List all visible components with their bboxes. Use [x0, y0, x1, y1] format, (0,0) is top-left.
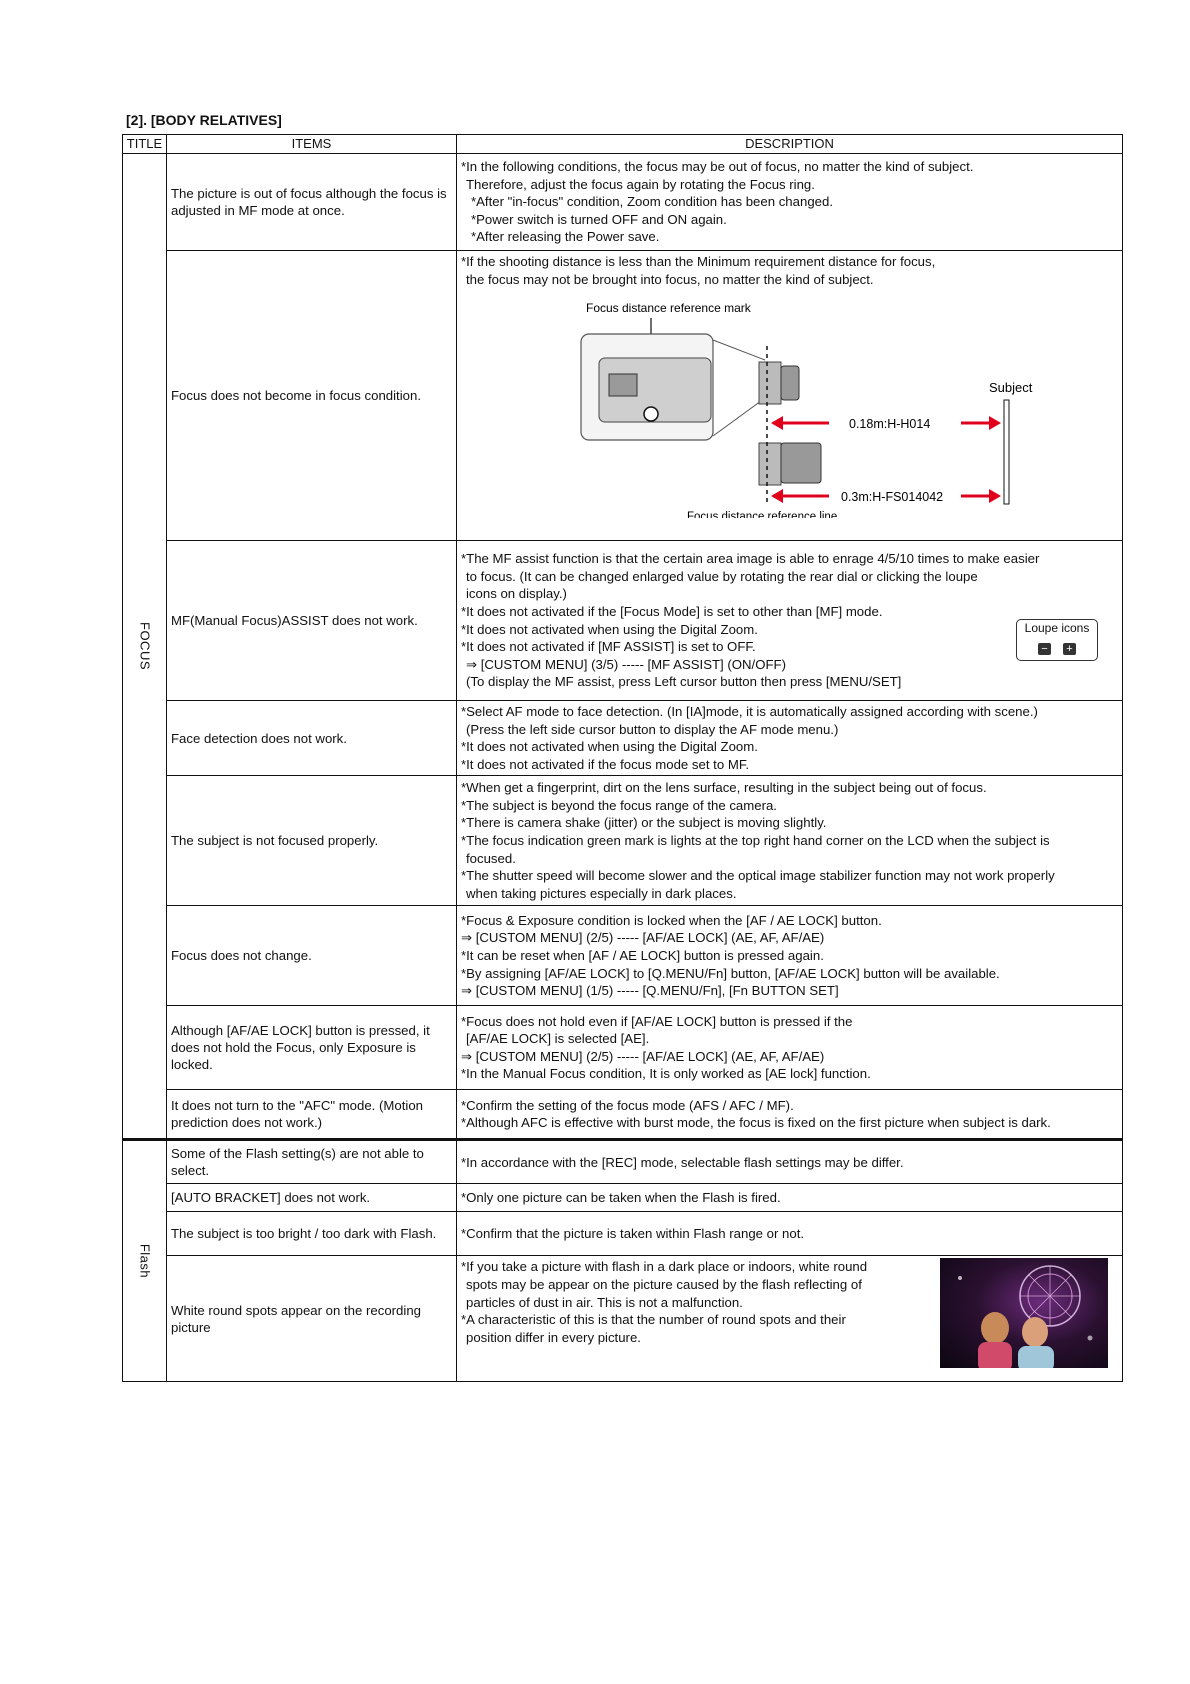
mark-label: Focus distance reference mark [586, 301, 751, 316]
desc-line: *It does not activated if the focus mode set to MF. [461, 756, 750, 772]
dust-spot [958, 1276, 962, 1280]
camera-top-body [759, 362, 781, 404]
item-cell: Focus does not become in focus condition. [167, 251, 457, 541]
desc-line: *It does not activated when using the Digital Zoom. [461, 739, 758, 755]
desc-cell [457, 1006, 1123, 1090]
desc-line: [AF/AE LOCK] is selected [AE]. [466, 1031, 650, 1047]
desc-cell [457, 154, 1123, 251]
item-cell: Focus does not change. [167, 906, 457, 1006]
troubleshooting-table [122, 134, 1123, 1382]
person-left-body [978, 1342, 1012, 1368]
distance-label-1: 0.18m:H-H014 [849, 417, 931, 432]
desc-cell [457, 906, 1123, 1006]
desc-line: *The focus indication green mark is lights at the top right hand corner on the LCD when the subject is [461, 833, 1050, 849]
desc-line: *Confirm that the picture is taken within Flash range or not. [461, 1226, 805, 1242]
lens-long [781, 443, 821, 483]
desc-line: Therefore, adjust the focus again by rotating the Focus ring. [466, 176, 815, 192]
loupe-icons-box [1016, 619, 1098, 661]
table-row [123, 1212, 1123, 1256]
desc-line: *The MF assist function is that the certain area image is able to enrage 4/5/10 times to make easier [461, 551, 1040, 567]
table-row [123, 906, 1123, 1006]
desc-cell [457, 1184, 1123, 1212]
photo-svg [940, 1258, 1108, 1368]
desc-line: *It can be reset when [AF / AE LOCK] button is pressed again. [461, 948, 824, 964]
table-row [123, 701, 1123, 776]
callout-line-1 [713, 340, 765, 360]
desc-cell [457, 776, 1123, 906]
desc-cell [457, 701, 1123, 776]
desc-line: ⇒ [CUSTOM MENU] (3/5) ----- [MF ASSIST] (ON/OFF) [466, 656, 786, 672]
item-cell: White round spots appear on the recording picture [167, 1256, 457, 1382]
group-label-focus: FOCUS [137, 622, 152, 671]
group-label-flash: Flash [137, 1244, 152, 1279]
desc-line: *It does not activated if [MF ASSIST] is set to OFF. [461, 639, 756, 655]
desc-line: *The subject is beyond the focus range of the camera. [461, 797, 777, 813]
header-row [123, 135, 1123, 154]
loupe-label: Loupe icons [1024, 621, 1090, 635]
table-row [123, 1090, 1123, 1140]
desc-line: *If the shooting distance is less than the Minimum requirement distance for focus, [461, 254, 936, 269]
arrowhead-right-2 [989, 489, 1001, 503]
desc-line: *It does not activated if the [Focus Mode] is set to other than [MF] mode. [461, 603, 883, 619]
group-focus [123, 154, 167, 1140]
item-cell: MF(Manual Focus)ASSIST does not work. [167, 541, 457, 701]
focus-diagram-svg [461, 288, 1101, 518]
section-title: [2]. [BODY RELATIVES] [126, 112, 282, 128]
flash-sample-photo [940, 1258, 1108, 1368]
desc-line: to focus. (It can be changed enlarged value by rotating the rear dial or clicking the loupe [466, 568, 978, 584]
desc-cell [457, 251, 1123, 541]
desc-cell [457, 1140, 1123, 1184]
group-flash [123, 1140, 167, 1382]
table-row [123, 1140, 1123, 1184]
desc-cell [457, 1212, 1123, 1256]
desc-line: *Power switch is turned OFF and ON again. [471, 211, 727, 227]
table-row [123, 776, 1123, 906]
item-cell: The subject is not focused properly. [167, 776, 457, 906]
desc-cell [457, 1090, 1123, 1140]
zoom-in-icon: + [1063, 643, 1076, 655]
desc-line: focused. [466, 850, 516, 866]
desc-line: *In accordance with the [REC] mode, selectable flash settings may be differ. [461, 1154, 904, 1170]
table-row [123, 1006, 1123, 1090]
item-cell: The picture is out of focus although the focus is adjusted in MF mode at once. [167, 154, 457, 251]
desc-line: *It does not activated when using the Digital Zoom. [461, 621, 758, 637]
table-row [123, 154, 1123, 251]
person-right-face [1022, 1317, 1048, 1347]
desc-line: *If you take a picture with flash in a dark place or indoors, white round [461, 1259, 868, 1275]
distance-label-2: 0.3m:H-FS014042 [841, 490, 944, 505]
item-cell: It does not turn to the "AFC" mode. (Motion prediction does not work.) [167, 1090, 457, 1140]
subject-bar [1004, 400, 1009, 504]
desc-line: (Press the left side cursor button to display the AF mode menu.) [466, 721, 839, 737]
desc-line: spots may be appear on the picture caused by the flash reflecting of [466, 1276, 862, 1292]
desc-line: *Focus does not hold even if [AF/AE LOCK] button is pressed if the [461, 1013, 853, 1029]
desc-line: ⇒ [CUSTOM MENU] (1/5) ----- [Q.MENU/Fn], [Fn BUTTON SET] [461, 983, 839, 999]
desc-line: the focus may not be brought into focus, no matter the kind of subject. [466, 271, 874, 287]
person-right-body [1018, 1346, 1054, 1368]
desc-line: *In the Manual Focus condition, It is only worked as [AE lock] function. [461, 1066, 871, 1082]
desc-line: *Select AF mode to face detection. (In [IA]mode, it is automatically assigned according with scene.) [461, 704, 1038, 719]
table-row [123, 1256, 1123, 1382]
header-title: TITLE [123, 135, 167, 154]
focus-mark-circle [644, 407, 658, 421]
lens-short [781, 366, 799, 400]
desc-line: *Although AFC is effective with burst mode, the focus is fixed on the first picture when subject is dark. [461, 1115, 1051, 1131]
camera-grip [609, 374, 637, 396]
desc-line: *There is camera shake (jitter) or the subject is moving slightly. [461, 815, 827, 831]
desc-line: *In the following conditions, the focus may be out of focus, no matter the kind of subject. [461, 159, 974, 175]
arrowhead-left-2 [771, 489, 783, 503]
desc-line: ⇒ [CUSTOM MENU] (2/5) ----- [AF/AE LOCK] (AE, AF, AF/AE) [461, 930, 825, 946]
item-cell: Face detection does not work. [167, 701, 457, 776]
item-cell: The subject is too bright / too dark with Flash. [167, 1212, 457, 1256]
desc-line: when taking pictures especially in dark places. [466, 885, 737, 901]
arrowhead-right-1 [989, 416, 1001, 430]
dust-spot [1088, 1336, 1093, 1341]
desc-line: ⇒ [CUSTOM MENU] (2/5) ----- [AF/AE LOCK] (AE, AF, AF/AE) [461, 1048, 825, 1064]
arrowhead-left-1 [771, 416, 783, 430]
desc-line: *After "in-focus" condition, Zoom condition has been changed. [471, 194, 833, 210]
desc-line: icons on display.) [466, 586, 567, 602]
desc-line: *By assigning [AF/AE LOCK] to [Q.MENU/Fn] button, [AF/AE LOCK] button will be available. [461, 965, 1000, 981]
item-cell: Although [AF/AE LOCK] button is pressed, it does not hold the Focus, only Exposure is locked. [167, 1006, 457, 1090]
desc-line: *Only one picture can be taken when the Flash is fired. [461, 1190, 781, 1206]
item-cell: Some of the Flash setting(s) are not able to select. [167, 1140, 457, 1184]
reference-line-label: Focus distance reference line [687, 511, 838, 519]
desc-cell [457, 1256, 1123, 1382]
desc-line: *After releasing the Power save. [471, 229, 660, 245]
table-row [123, 1184, 1123, 1212]
desc-line: *Confirm the setting of the focus mode (AFS / AFC / MF). [461, 1097, 794, 1113]
header-items: ITEMS [167, 135, 457, 154]
callout-line-2 [713, 398, 765, 436]
table-row [123, 541, 1123, 701]
desc-line: *Focus & Exposure condition is locked when the [AF / AE LOCK] button. [461, 912, 882, 928]
item-cell: [AUTO BRACKET] does not work. [167, 1184, 457, 1212]
desc-cell [457, 541, 1123, 701]
desc-line: *A characteristic of this is that the number of round spots and their [461, 1312, 846, 1328]
header-description: DESCRIPTION [457, 135, 1123, 154]
person-left-face [981, 1312, 1009, 1344]
desc-line: (To display the MF assist, press Left cursor button then press [MENU/SET] [466, 674, 902, 690]
table-row [123, 251, 1123, 541]
camera-bottom-body [759, 443, 781, 485]
desc-line: position differ in every picture. [466, 1329, 641, 1345]
zoom-out-icon: − [1038, 643, 1051, 655]
desc-line: *The shutter speed will become slower and the optical image stabilizer function may not work properly [461, 868, 1055, 884]
desc-line: particles of dust in air. This is not a malfunction. [466, 1294, 743, 1310]
desc-line: *When get a fingerprint, dirt on the lens surface, resulting in the subject being out of focus. [461, 780, 987, 796]
subject-label: Subject [989, 380, 1033, 396]
focus-distance-diagram [461, 288, 1101, 518]
